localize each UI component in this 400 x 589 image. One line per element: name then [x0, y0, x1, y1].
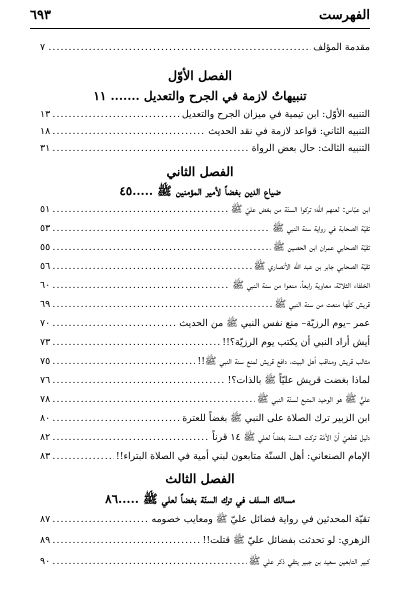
page-header: [30, 8, 370, 29]
toc-entry[interactable]: [40, 449, 370, 465]
entry-page: ٧٦: [40, 373, 52, 389]
toc-entry[interactable]: [40, 124, 370, 140]
entry-page: ١٣: [40, 107, 52, 123]
entry-page: ٨٣: [40, 449, 52, 465]
entry-title: الزهري: لو تحدثت بفضائل عليّ ﷺ قتلت!!: [201, 533, 370, 549]
chapter-2-heading: الفصل الثاني: [166, 164, 234, 179]
entry-page: ٥٦: [40, 259, 52, 275]
entry-page: ٧٨: [40, 392, 52, 408]
chapter-1-heading: الفصل الأوّل: [168, 68, 232, 83]
entry-title: الإمام الصنعاني: أهل السنّة متابعون لبني أمية في الصلاة البتراء!!: [114, 449, 370, 465]
entry-title: تقيّة الصحابة في رواية سنة النبي ﷺ: [270, 221, 370, 237]
toc-entry[interactable]: [40, 335, 370, 351]
entry-title: ابن الزبير ترك الصلاة على النبي ﷺ بغضاً للعترة: [180, 411, 370, 427]
entry-title: عمر –يوم الرزيّة– منع نفس النبي ﷺ من الحديث: [177, 316, 370, 332]
toc-entry[interactable]: [40, 430, 370, 446]
entry-title: قريش كلّها منعت من سنة النبي ﷺ: [273, 297, 370, 313]
entry-page: ٧٣: [40, 335, 52, 351]
entry-title: التنبيه الثالث: حال بعض الرواة: [250, 141, 370, 157]
toc-entry[interactable]: [40, 373, 370, 389]
entry-page: ٥١: [40, 202, 52, 218]
toc-entry[interactable]: [40, 221, 370, 237]
entry-title: مثالب قريش ومناقب أهل البيت، دافع قريش لمنع سنة النبي ﷺ!!: [195, 354, 370, 370]
toc-entry[interactable]: [40, 354, 370, 370]
entry-page: ١٨: [40, 124, 52, 140]
entry-title: تقيّة الصحابي جابر بن عبد الله الأنصاري ﷺ: [252, 259, 370, 275]
toc-entry[interactable]: [40, 202, 370, 218]
toc-entry[interactable]: [40, 278, 370, 294]
entry-title: دليل قطعيّ أنّ الأمّة تركت السنة بغضاً لعلي ﷺ ١٤ قرناً: [210, 430, 370, 446]
entry-page: ٥٥: [40, 240, 52, 256]
entry-title: كبير التابعين سعيد بن جبير يتقي ذكر علي ﷺ: [247, 554, 370, 570]
chapter-1-subtitle: تنبيهاتٌ لازمة في الجرح والتعديل ....... ١١: [93, 89, 307, 103]
entry-title: لماذا بغضت قريش عليّاً ﷺ بالذات؟!: [226, 373, 371, 389]
entry-page: ٦٠: [40, 278, 52, 294]
toc-entry[interactable]: [40, 392, 370, 408]
entry-title: تقيّة المحدثين في رواية فضائل عليّ ﷺ ومعايب خصومه: [149, 512, 370, 528]
toc-entry[interactable]: [40, 240, 370, 256]
entry-page: ٨٢: [40, 430, 52, 446]
entry-title: عليٌّ ﷺ هو الوحيد المتبع لسنّة النبي ﷺ: [255, 392, 370, 408]
toc-entry[interactable]: [40, 107, 370, 123]
header-title: الفهرست: [319, 8, 370, 23]
entry-title: ابن عبّاس: لعنهم الله؛ تركوا السنّة من بغض عليّ ﷺ: [229, 202, 370, 218]
entry-title: التنبيه الثاني: قواعد لازمة في نقد الحديث: [206, 124, 370, 140]
chapter-2-subtitle: ضياع الدين بغضاً لأمير المؤمنين ﷺ .....٤٥: [119, 184, 281, 198]
toc-entry[interactable]: [40, 259, 370, 275]
toc-entry-intro[interactable]: [40, 40, 370, 56]
entry-title: مقدمة المؤلف: [311, 40, 370, 56]
entry-page: ٧٠: [40, 316, 52, 332]
entry-page: ٧: [40, 40, 47, 56]
header-page-number: ٦٩٣: [30, 8, 51, 23]
chapter-3-subtitle: مسالك السلف في ترك السنّة بغضاً لعلي ﷺ .....٨٦: [105, 492, 295, 506]
entry-page: ٨٩: [40, 533, 52, 549]
toc-entry[interactable]: [40, 512, 370, 528]
toc-entry[interactable]: [40, 141, 370, 157]
entry-title: الخلفاء الثلاثة، معاوية رابعاً، منعوا من سنة النبي ﷺ: [230, 278, 370, 294]
entry-title: التنبيه الأوّل: ابن تيمية في ميزان الجرح والتعديل: [180, 107, 370, 123]
entry-title: أيش أراد النبي أن يكتب يوم الرزيّة؟!!: [220, 335, 370, 351]
toc-entry[interactable]: [40, 316, 370, 332]
entry-page: ٨٠: [40, 411, 52, 427]
entry-page: ٣١: [40, 141, 52, 157]
entry-page: ٧٥: [40, 354, 52, 370]
toc-entry[interactable]: [40, 297, 370, 313]
toc-entry[interactable]: [40, 533, 370, 549]
toc-entry[interactable]: [40, 411, 370, 427]
entry-page: ٩٠: [40, 554, 52, 570]
chapter-3-heading: الفصل الثالث: [165, 471, 235, 486]
entry-page: ٦٩: [40, 297, 52, 313]
entry-page: ٥٣: [40, 221, 52, 237]
entry-title: تقيّة الصحابي عمران ابن الحصين ﷺ: [271, 240, 370, 256]
entry-page: ٨٧: [40, 512, 52, 528]
toc-entry[interactable]: [40, 554, 370, 570]
